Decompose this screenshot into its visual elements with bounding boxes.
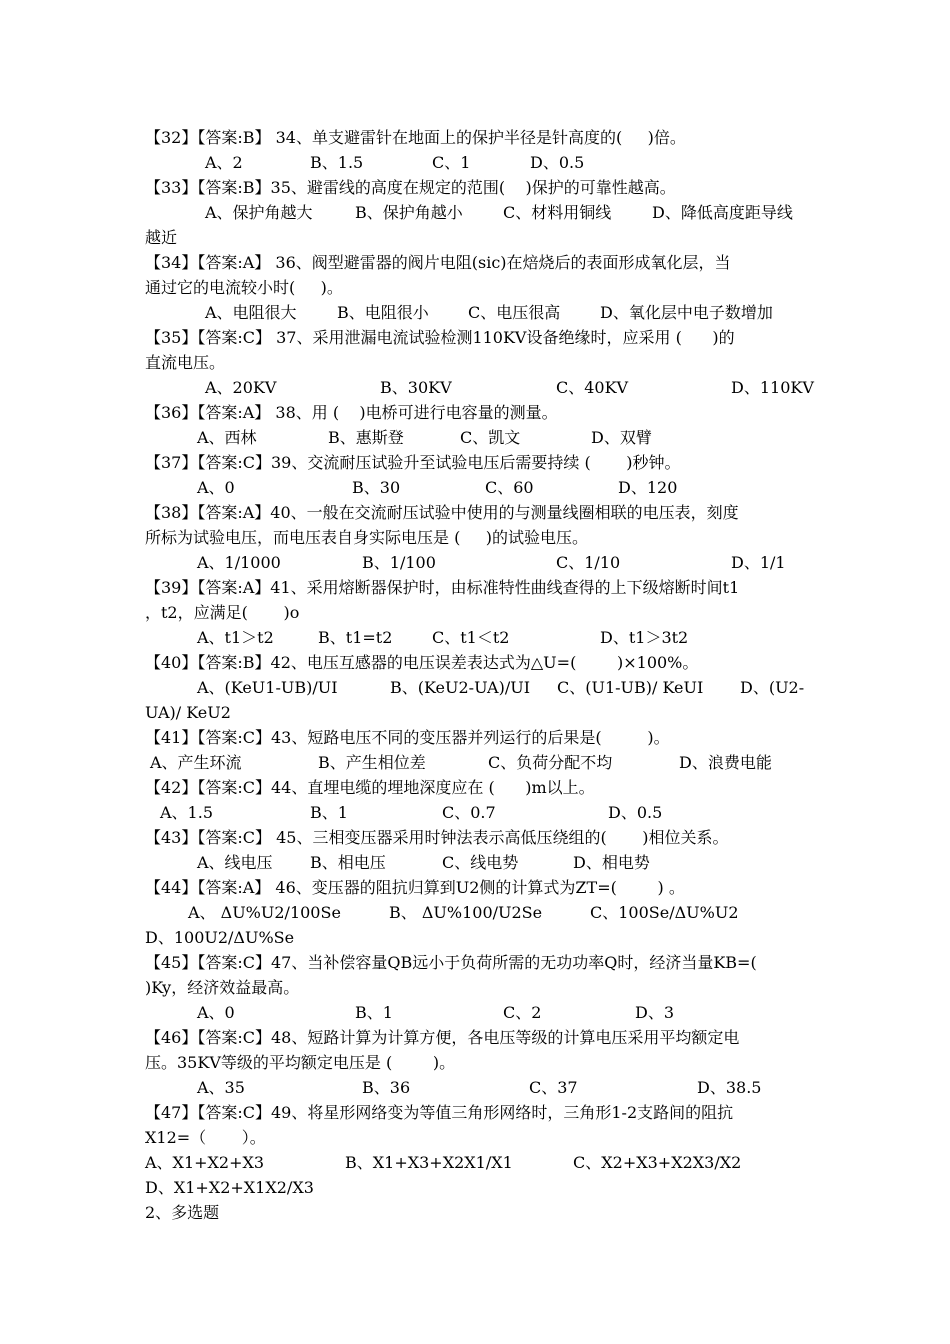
text-line: 2、多选题 — [145, 1203, 220, 1222]
text-line: 【39】【答案:A】41、采用熔断器保护时，由标准特性曲线查得的上下级熔断时间t1 — [145, 578, 740, 597]
text-line: D、X1+X2+X1X2/X3 — [145, 1178, 314, 1197]
answer-option: B、惠斯登 — [328, 428, 404, 447]
answer-option: B、30 — [352, 478, 401, 497]
text-line: 通过它的电流较小时( )。 — [145, 278, 343, 297]
text-line: 【44】【答案:A】 46、变压器的阻抗归算到U2侧的计算式为ZT=( ) 。 — [145, 878, 685, 897]
answer-option: C、37 — [529, 1078, 578, 1097]
answer-option: B、30KV — [380, 378, 452, 397]
answer-option: D、0.5 — [530, 153, 585, 172]
answer-option: A、线电压 — [197, 853, 273, 872]
answer-option: A、1.5 — [160, 803, 214, 822]
answer-option: A、 ΔU%U2/100Se — [188, 903, 341, 922]
text-line: 【43】【答案:C】 45、三相变压器采用时钟法表示高低压绕组的( )相位关系。 — [145, 828, 729, 847]
text-line: 【38】【答案:A】40、一般在交流耐压试验中使用的与测量线圈相联的电压表，刻度 — [145, 503, 739, 522]
answer-option: C、电压很高 — [468, 303, 561, 322]
answer-option: D、双臂 — [591, 428, 652, 447]
answer-option: A、X1+X2+X3 — [145, 1153, 265, 1172]
answer-option: C、材料用铜线 — [503, 203, 612, 222]
answer-option: D、t1＞3t2 — [600, 628, 689, 647]
text-line: X12=（ ）。 — [145, 1128, 266, 1147]
answer-option: B、36 — [362, 1078, 411, 1097]
answer-option: D、氧化层中电子数增加 — [600, 303, 773, 322]
answer-option: C、2 — [503, 1003, 542, 1022]
answer-option: B、相电压 — [310, 853, 386, 872]
answer-option: D、110KV — [731, 378, 814, 397]
text-line: )Ky，经济效益最高。 — [145, 978, 300, 997]
text-line: 【37】【答案:C】39、交流耐压试验升至试验电压后需要持续 ( )秒钟。 — [145, 453, 681, 472]
answer-option: A、产生环流 — [150, 753, 242, 772]
answer-option: C、负荷分配不均 — [488, 753, 613, 772]
answer-option: A、20KV — [205, 378, 277, 397]
answer-option: C、t1＜t2 — [432, 628, 510, 647]
answer-option: C、100Se/ΔU%U2 — [590, 903, 739, 922]
text-line: 【42】【答案:C】44、直埋电缆的埋地深度应在 ( )m以上。 — [145, 778, 595, 797]
answer-option: B、1 — [310, 803, 348, 822]
answer-option: A、西林 — [197, 428, 257, 447]
answer-option: A、保护角越大 — [205, 203, 313, 222]
text-line: 【47】【答案:C】49、将星形网络变为等值三角形网络时，三角形1-2支路间的阻抗 — [145, 1103, 734, 1122]
answer-option: A、2 — [205, 153, 243, 172]
text-line: 【40】【答案:B】42、电压互感器的电压误差表达式为△U=( )×100%。 — [145, 653, 699, 672]
answer-option: A、0 — [197, 478, 235, 497]
answer-option: C、凯文 — [460, 428, 521, 447]
answer-option: B、1.5 — [310, 153, 364, 172]
text-line: 【34】【答案:A】 36、阀型避雷器的阀片电阻(sic)在焙烧后的表面形成氧化层，当 — [145, 253, 731, 272]
answer-option: B、1 — [355, 1003, 393, 1022]
answer-option: C、1/10 — [556, 553, 621, 572]
text-line: 直流电压。 — [145, 353, 226, 372]
answer-option: D、120 — [618, 478, 678, 497]
answer-option: C、(U1-UB)/ KeUI — [557, 678, 704, 697]
answer-option: B、X1+X3+X2X1/X1 — [345, 1153, 513, 1172]
answer-option: B、(KeU2-UA)/UI — [390, 678, 531, 697]
answer-option: D、降低高度距导线 — [652, 203, 793, 222]
answer-option: B、 ΔU%100/U2Se — [389, 903, 543, 922]
answer-option: A、电阻很大 — [205, 303, 297, 322]
answer-option: B、电阻很小 — [337, 303, 429, 322]
answer-option: C、0.7 — [442, 803, 496, 822]
answer-option: C、线电势 — [442, 853, 519, 872]
answer-option: A、0 — [197, 1003, 235, 1022]
answer-option: B、t1=t2 — [318, 628, 393, 647]
text-line: 【41】【答案:C】43、短路电压不同的变压器并列运行的后果是( )。 — [145, 728, 670, 747]
answer-option: C、X2+X3+X2X3/X2 — [573, 1153, 742, 1172]
text-line: 【35】【答案:C】 37、采用泄漏电流试验检测110KV设备绝缘时，应采用 ( )的 — [145, 328, 735, 347]
answer-option: B、保护角越小 — [355, 203, 463, 222]
text-line: UA)/ KeU2 — [145, 703, 231, 722]
answer-option: A、(KeU1-UB)/UI — [197, 678, 338, 697]
answer-option: C、60 — [485, 478, 534, 497]
text-line: ，t2，应满足( )o — [145, 603, 300, 622]
answer-option: A、1/1000 — [197, 553, 281, 572]
answer-option: A、35 — [197, 1078, 245, 1097]
answer-option: B、1/100 — [362, 553, 436, 572]
answer-option: B、产生相位差 — [318, 753, 426, 772]
answer-option: A、t1＞t2 — [197, 628, 274, 647]
answer-option: D、0.5 — [608, 803, 663, 822]
text-line: 【45】【答案:C】47、当补偿容量QB远小于负荷所需的无功功率Q时，经济当量KB=( — [145, 953, 757, 972]
answer-option: D、浪费电能 — [679, 753, 772, 772]
answer-option: C、40KV — [556, 378, 629, 397]
text-line: 压。35KV等级的平均额定电压是 ( )。 — [145, 1053, 456, 1072]
text-line: D、100U2/ΔU%Se — [145, 928, 295, 947]
answer-option: D、(U2- — [740, 678, 805, 697]
answer-option: D、相电势 — [573, 853, 650, 872]
text-line: 所标为试验电压，而电压表自身实际电压是 ( )的试验电压。 — [145, 528, 589, 547]
answer-option: D、38.5 — [697, 1078, 762, 1097]
text-line: 【36】【答案:A】 38、用 ( )电桥可进行电容量的测量。 — [145, 403, 558, 422]
text-line: 越近 — [145, 228, 178, 247]
text-line: 【46】【答案:C】48、短路计算为计算方便，各电压等级的计算电压采用平均额定电 — [145, 1028, 740, 1047]
answer-option: D、1/1 — [731, 553, 786, 572]
answer-option: D、3 — [635, 1003, 675, 1022]
text-line: 【32】【答案:B】 34、单支避雷针在地面上的保护半径是针高度的( )倍。 — [145, 128, 686, 147]
text-line: 【33】【答案:B】35、避雷线的高度在规定的范围( )保护的可靠性越高。 — [145, 178, 676, 197]
answer-option: C、1 — [432, 153, 471, 172]
